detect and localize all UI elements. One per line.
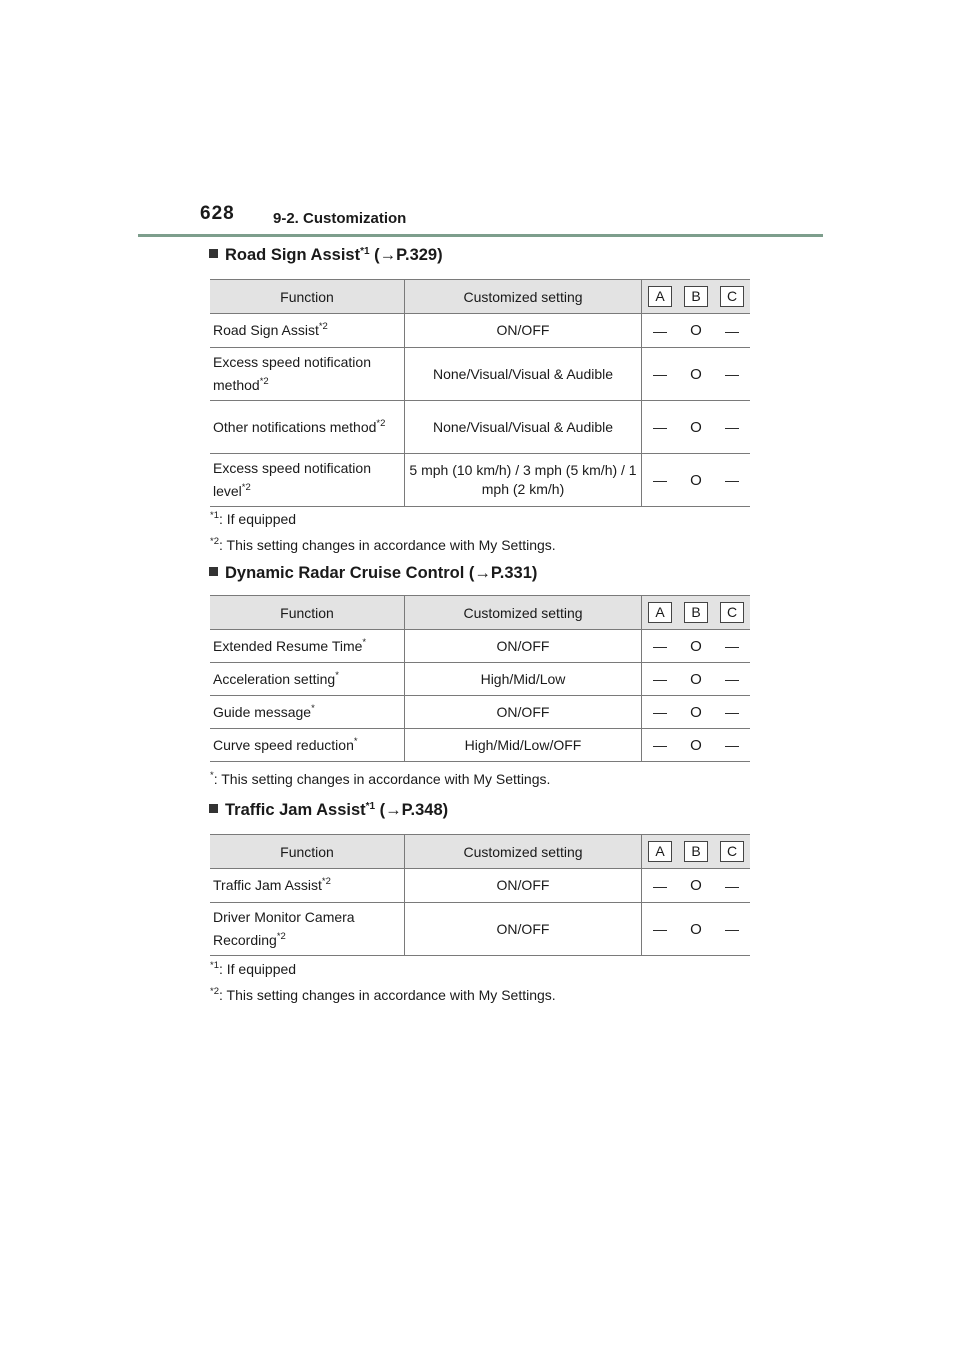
mark-c-cell: — [714, 401, 750, 454]
mark-c-cell: — [714, 729, 750, 762]
table-header-row [210, 596, 750, 630]
column-header-setting: Customized setting [405, 596, 642, 630]
function-cell: Acceleration setting* [210, 663, 405, 696]
mark-a-cell: — [642, 696, 679, 729]
mark-b-cell: O [678, 903, 714, 956]
mark-c-cell: — [714, 663, 750, 696]
mark-b-cell: O [678, 869, 714, 903]
mark-a-cell: — [642, 314, 679, 348]
setting-cell: ON/OFF [405, 696, 642, 729]
chapter-title: 9-2. Customization [273, 210, 407, 227]
table-row [210, 696, 750, 729]
function-cell: Other notifications method$^{*2}$ [210, 401, 405, 454]
mark-c-cell: — [714, 454, 750, 507]
mark-a-cell: — [642, 903, 679, 956]
mark-b-cell: O [678, 663, 714, 696]
mark-c-cell: — [714, 696, 750, 729]
footnote-my-settings: *: This setting changes in accordance with My Settings. [210, 770, 551, 787]
setting-cell: ON/OFF [405, 630, 642, 663]
mark-b-cell: O [678, 348, 714, 401]
setting-cell: 5 mph (10 km/h) / 3 mph (5 km/h) / 1 mph (2 km/h) [405, 454, 642, 507]
mark-c-cell: — [714, 348, 750, 401]
setting-cell: ON/OFF [405, 903, 642, 956]
mark-c-cell: — [714, 630, 750, 663]
mark-c-cell: — [714, 314, 750, 348]
table-row [210, 869, 750, 903]
section-title-traffic-jam-assist: Traffic Jam Assist$^{*1}$ (→P.348) [209, 801, 448, 820]
mark-b-cell: O [678, 314, 714, 348]
footnote-my-settings: $^{*2}$: This setting changes in accordance with My Settings. [210, 986, 556, 1003]
column-header-c: C [720, 286, 744, 307]
column-header-b: B [684, 602, 708, 623]
square-bullet-icon [209, 804, 218, 813]
column-header-b: B [684, 286, 708, 307]
column-header-setting: Customized setting [405, 280, 642, 314]
table-header-row [210, 280, 750, 314]
function-cell: Curve speed reduction* [210, 729, 405, 762]
section-title-dynamic-radar-cruise-control: Dynamic Radar Cruise Control (→P.331) [209, 564, 537, 583]
traffic-jam-assist-table [210, 834, 750, 956]
mark-c-cell: — [714, 869, 750, 903]
footnote-my-settings: $^{*2}$: This setting changes in accordance with My Settings. [210, 536, 556, 553]
dynamic-radar-cruise-control-table [210, 595, 750, 762]
column-header-a: A [648, 286, 672, 307]
column-header-c: C [720, 841, 744, 862]
mark-a-cell: — [642, 869, 679, 903]
function-cell: Road Sign Assist$^{*2}$ [210, 314, 405, 348]
mark-a-cell: — [642, 454, 679, 507]
table-row [210, 903, 750, 956]
column-header-function: Function [210, 835, 405, 869]
mark-a-cell: — [642, 348, 679, 401]
column-header-function: Function [210, 280, 405, 314]
setting-cell: None/Visual/Visual & Audible [405, 348, 642, 401]
column-header-b: B [684, 841, 708, 862]
column-header-a: A [648, 841, 672, 862]
function-cell: Extended Resume Time* [210, 630, 405, 663]
setting-cell: High/Mid/Low/OFF [405, 729, 642, 762]
table-row [210, 348, 750, 401]
setting-cell: None/Visual/Visual & Audible [405, 401, 642, 454]
table-row [210, 314, 750, 348]
road-sign-assist-table [210, 279, 750, 507]
function-cell: Guide message* [210, 696, 405, 729]
mark-b-cell: O [678, 630, 714, 663]
function-cell: Traffic Jam Assist$^{*2}$ [210, 869, 405, 903]
setting-cell: High/Mid/Low [405, 663, 642, 696]
mark-a-cell: — [642, 401, 679, 454]
function-cell: Driver Monitor Camera Recording$^{*2}$ [210, 903, 405, 956]
setting-cell: ON/OFF [405, 869, 642, 903]
column-header-setting: Customized setting [405, 835, 642, 869]
setting-cell: ON/OFF [405, 314, 642, 348]
table-row [210, 630, 750, 663]
page-number: 628 [200, 203, 235, 224]
column-header-function: Function [210, 596, 405, 630]
mark-c-cell: — [714, 903, 750, 956]
table-row [210, 401, 750, 454]
mark-a-cell: — [642, 630, 679, 663]
header-rule [138, 234, 823, 237]
function-cell: Excess speed notification level$^{*2}$ [210, 454, 405, 507]
table-header-row [210, 835, 750, 869]
square-bullet-icon [209, 249, 218, 258]
mark-b-cell: O [678, 401, 714, 454]
mark-b-cell: O [678, 729, 714, 762]
function-cell: Excess speed notification method$^{*2}$ [210, 348, 405, 401]
table-row [210, 454, 750, 507]
column-header-c: C [720, 602, 744, 623]
column-header-a: A [648, 602, 672, 623]
section-title-road-sign-assist: Road Sign Assist$^{*1}$ (→P.329) [209, 246, 443, 265]
table-row [210, 663, 750, 696]
mark-b-cell: O [678, 454, 714, 507]
mark-a-cell: — [642, 729, 679, 762]
mark-b-cell: O [678, 696, 714, 729]
table-row [210, 729, 750, 762]
footnote-if-equipped: $^{*1}$: If equipped [210, 510, 297, 527]
square-bullet-icon [209, 567, 218, 576]
footnote-if-equipped: $^{*1}$: If equipped [210, 960, 297, 977]
mark-a-cell: — [642, 663, 679, 696]
